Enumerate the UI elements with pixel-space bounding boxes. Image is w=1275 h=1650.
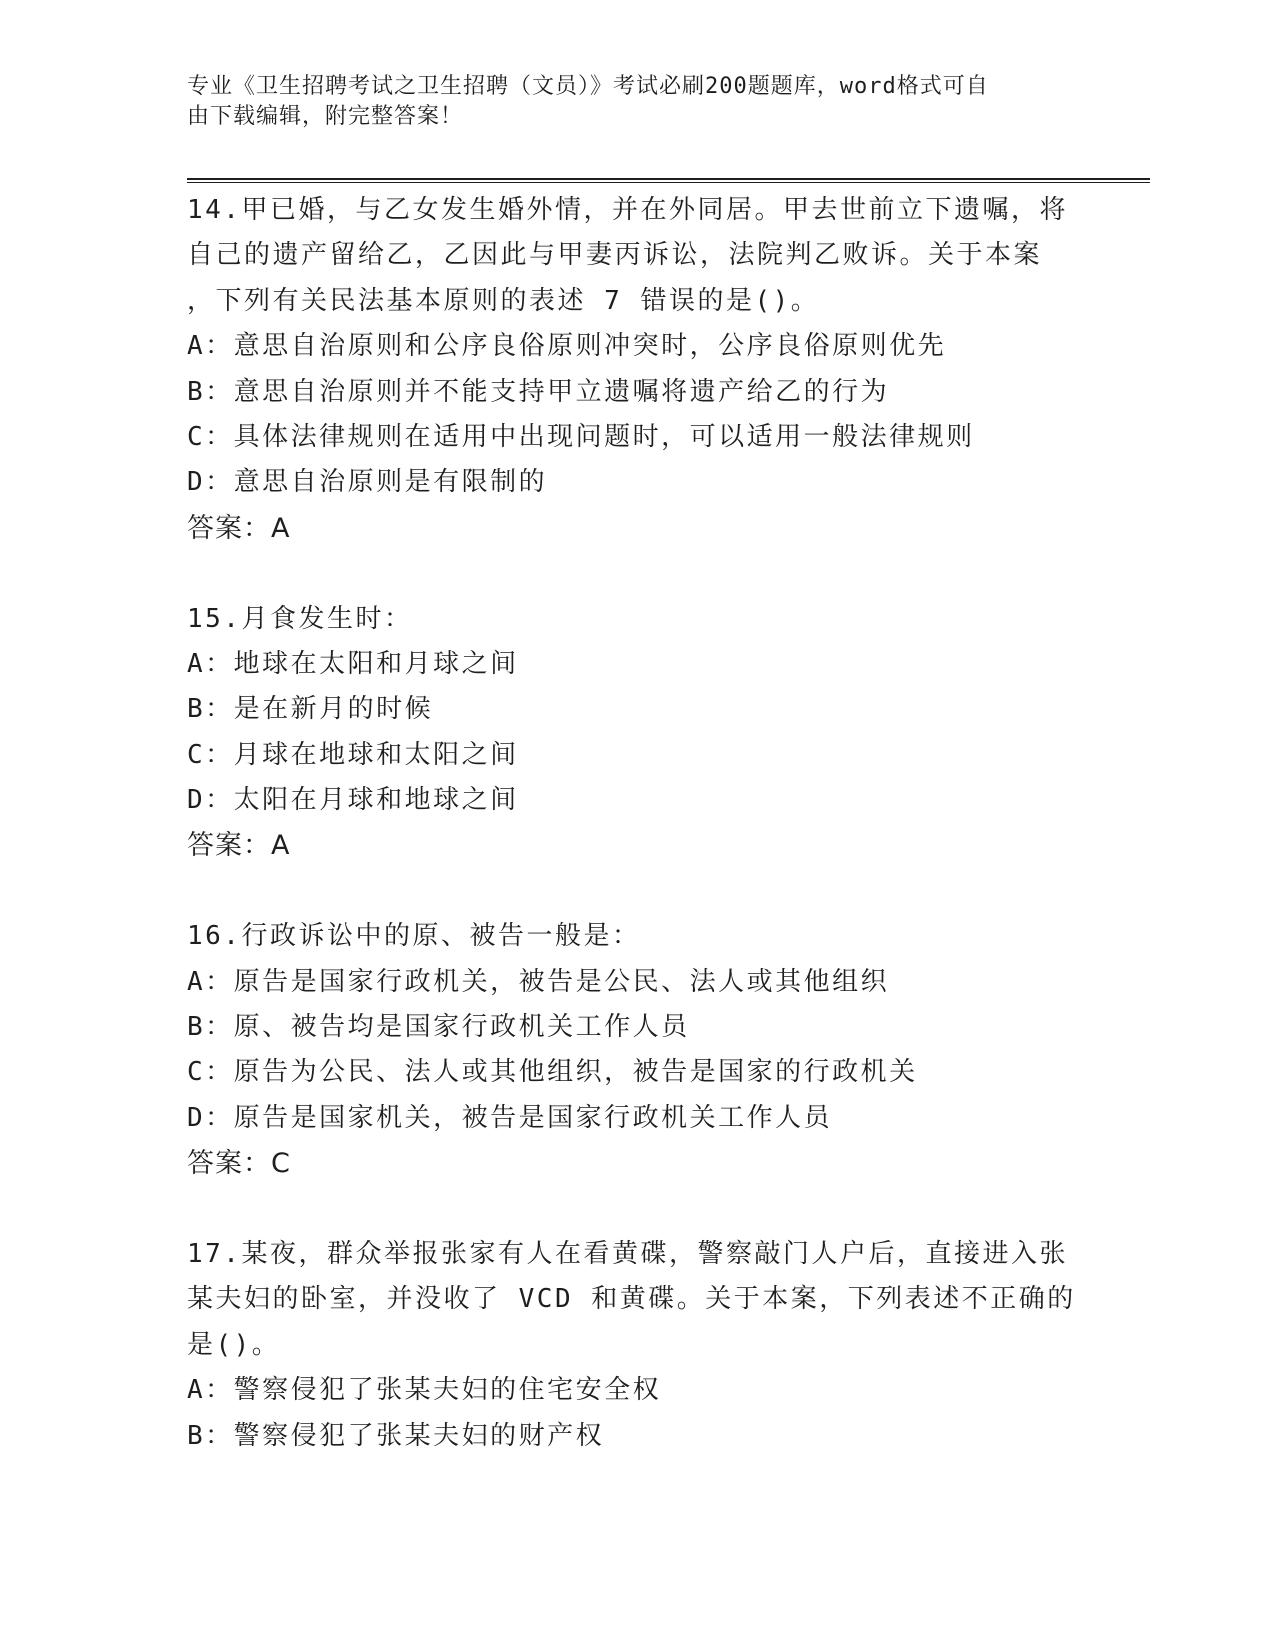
- question-15: [187, 597, 1087, 869]
- question-list: [187, 188, 1087, 1459]
- question-spacer: [187, 1187, 1087, 1232]
- option-d: D：太阳在月球和地球之间: [187, 785, 519, 816]
- document-header: [187, 72, 1067, 132]
- header-title-line-2: 由下载编辑，附完整答案！: [187, 104, 464, 129]
- option-a: A：原告是国家行政机关，被告是公民、法人或其他组织: [187, 966, 890, 997]
- option-b: B：原、被告均是国家行政机关工作人员: [187, 1012, 690, 1043]
- option-b: B：警察侵犯了张某夫妇的财产权: [187, 1420, 605, 1451]
- header-divider-thick: [187, 178, 1150, 180]
- answer-line: 答案：A: [187, 512, 291, 544]
- header-divider-thin: [187, 182, 1150, 183]
- question-stem-line: 是()。: [187, 1329, 281, 1360]
- option-c: C：原告为公民、法人或其他组织，被告是国家的行政机关: [187, 1057, 918, 1088]
- question-stem-line: 某夫妇的卧室，并没收了 VCD 和黄碟。关于本案，下列表述不正确的: [187, 1284, 1076, 1315]
- option-d: D：原告是国家机关，被告是国家行政机关工作人员: [187, 1102, 833, 1133]
- option-a: A：意思自治原则和公序良俗原则冲突时，公序良俗原则优先: [187, 331, 947, 362]
- answer-line: 答案：C: [187, 1148, 291, 1180]
- question-14: [187, 188, 1087, 551]
- question-17: [187, 1232, 1087, 1459]
- question-spacer: [187, 551, 1087, 596]
- answer-line: 答案：A: [187, 830, 291, 862]
- question-stem-line: 15.月食发生时：: [187, 603, 413, 634]
- question-16: [187, 914, 1087, 1186]
- question-stem-line: 自己的遗产留给乙，乙因此与甲妻丙诉讼，法院判乙败诉。关于本案: [187, 240, 1043, 271]
- header-title-line-1: 专业《卫生招聘考试之卫生招聘（文员）》考试必刷200题题库，word格式可自: [187, 74, 989, 99]
- option-d: D：意思自治原则是有限制的: [187, 467, 548, 498]
- question-stem-line: 16.行政诉讼中的原、被告一般是：: [187, 921, 641, 952]
- option-a: A：警察侵犯了张某夫妇的住宅安全权: [187, 1375, 662, 1406]
- option-c: C：月球在地球和太阳之间: [187, 739, 519, 770]
- option-b: B：是在新月的时候: [187, 694, 434, 725]
- option-c: C：具体法律规则在适用中出现问题时，可以适用一般法律规则: [187, 421, 975, 452]
- question-stem-line: ，下列有关民法基本原则的表述 7 错误的是()。: [187, 285, 820, 316]
- question-stem-line: 14.甲已婚，与乙女发生婚外情，并在外同居。甲去世前立下遗嘱，将: [187, 195, 1068, 225]
- question-stem-line: 17.某夜，群众举报张家有人在看黄碟，警察敲门人户后，直接进入张: [187, 1238, 1068, 1269]
- question-spacer: [187, 869, 1087, 914]
- option-a: A：地球在太阳和月球之间: [187, 648, 519, 679]
- option-b: B：意思自治原则并不能支持甲立遗嘱将遗产给乙的行为: [187, 376, 890, 407]
